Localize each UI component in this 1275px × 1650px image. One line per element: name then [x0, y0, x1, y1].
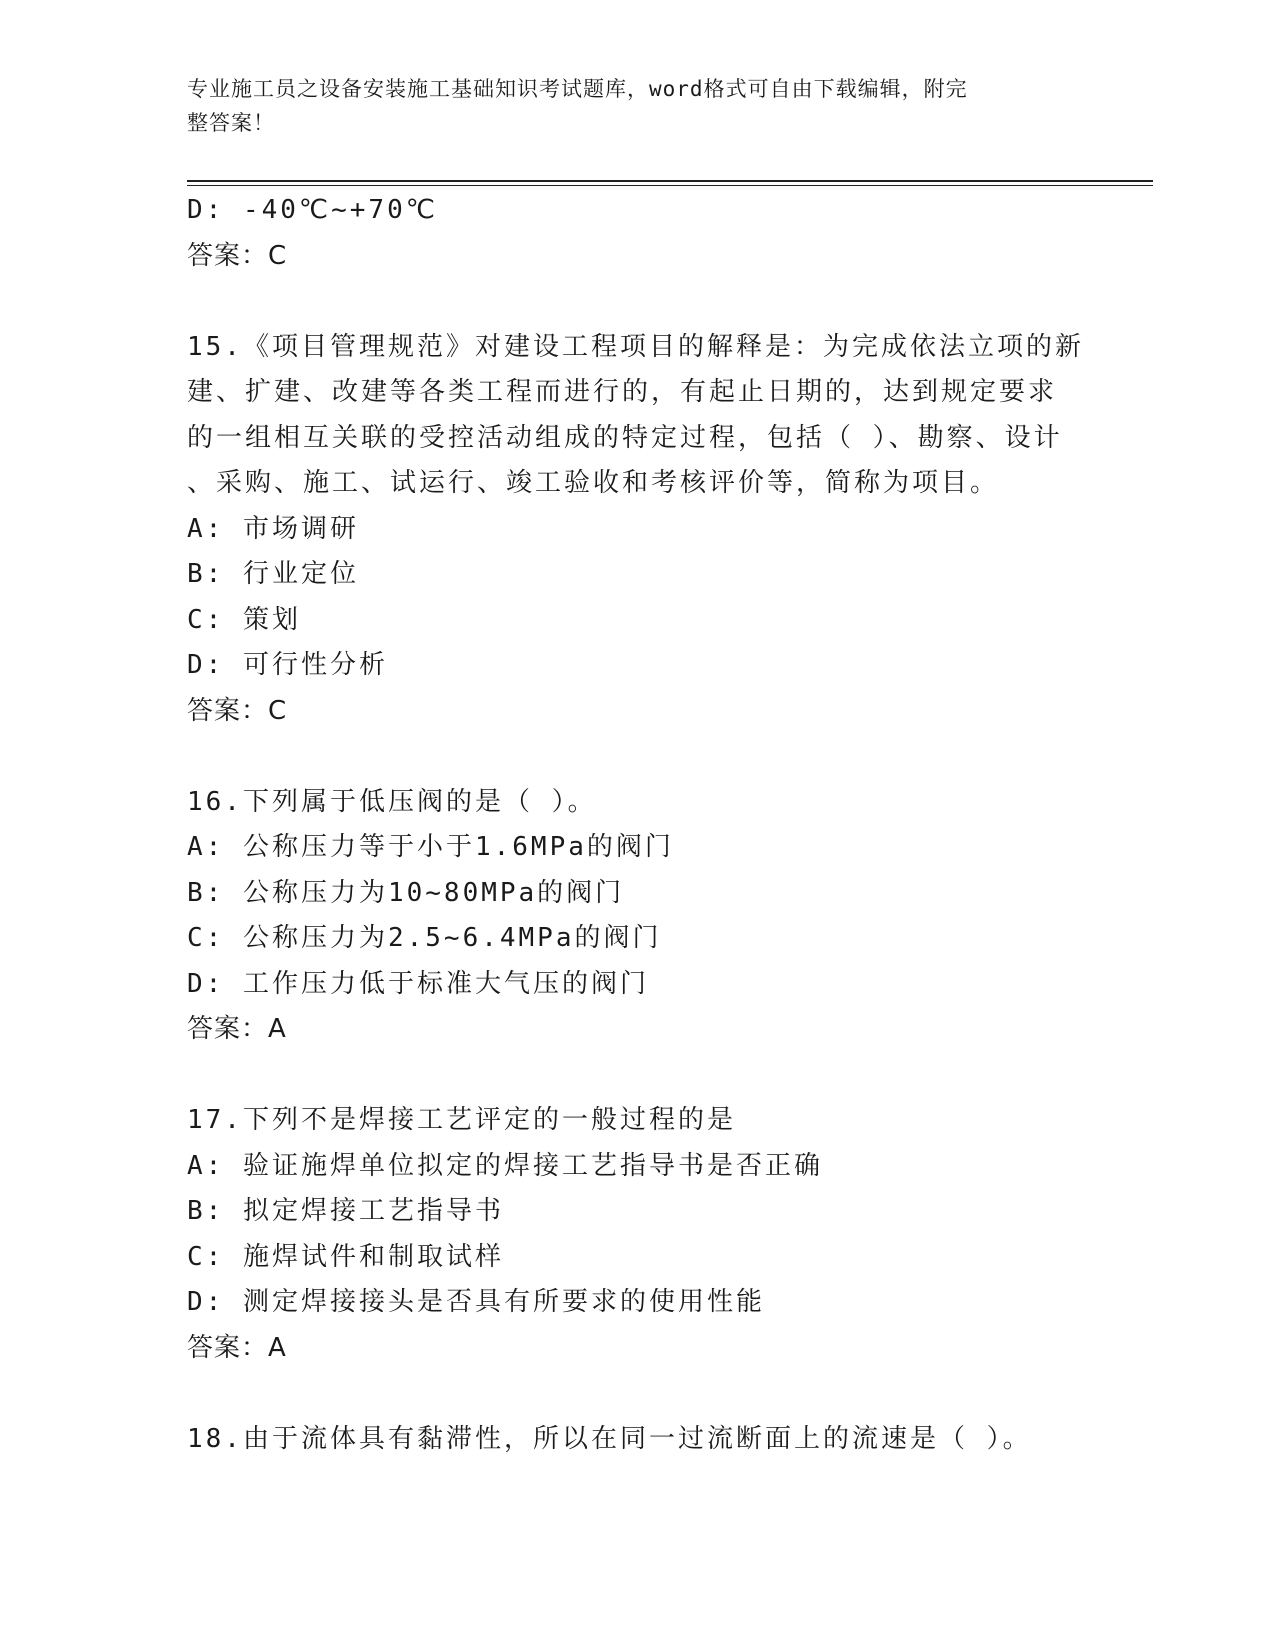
option-a: A: 公称压力等于小于1.6MPa的阀门	[187, 832, 674, 862]
option-d: D: 测定焊接接头是否具有所要求的使用性能	[187, 1287, 765, 1317]
answer: 答案：C	[187, 240, 288, 271]
option-c: C: 施焊试件和制取试样	[187, 1241, 504, 1272]
header-line-1: 专业施工员之设备安装施工基础知识考试题库，word格式可自由下载编辑，附完	[187, 77, 968, 101]
spacer	[187, 734, 1087, 780]
spacer	[187, 1053, 1087, 1099]
question-18	[187, 1417, 1087, 1463]
spacer	[187, 1371, 1087, 1417]
question-17	[187, 1098, 1087, 1371]
option-d: D: 可行性分析	[187, 650, 388, 680]
question-text-line: 16.下列属于低压阀的是（ ）。	[187, 786, 597, 817]
answer: 答案：A	[187, 1014, 287, 1044]
question-15	[187, 325, 1087, 735]
question-text-line: 17.下列不是焊接工艺评定的一般过程的是	[187, 1105, 736, 1135]
option-a: A: 市场调研	[187, 513, 359, 544]
option-c: C: 策划	[187, 604, 301, 635]
question-text-line: 的一组相互关联的受控活动组成的特定过程，包括（ ）、勘察、设计	[187, 422, 1063, 453]
option-d: D: -40℃~+70℃	[187, 195, 438, 225]
option-b: B: 行业定位	[187, 559, 359, 589]
question-text-line: 、采购、施工、试运行、竣工验收和考核评价等，简称为项目。	[187, 468, 1000, 498]
question-text-line: 18.由于流体具有黏滞性，所以在同一过流断面上的流速是（ ）。	[187, 1423, 1032, 1454]
spacer	[187, 279, 1087, 325]
option-b: B: 公称压力为10~80MPa的阀门	[187, 877, 625, 908]
answer: 答案：C	[187, 695, 288, 726]
answer: 答案：A	[187, 1332, 287, 1363]
header-line-2: 整答案！	[187, 111, 275, 135]
question-text-line: 建、扩建、改建等各类工程而进行的，有起止日期的，达到规定要求	[187, 377, 1058, 407]
option-c: C: 公称压力为2.5~6.4MPa的阀门	[187, 923, 662, 953]
question-content	[187, 188, 1087, 1462]
option-a: A: 验证施焊单位拟定的焊接工艺指导书是否正确	[187, 1150, 823, 1181]
document-header	[187, 72, 1067, 140]
option-b: B: 拟定焊接工艺指导书	[187, 1196, 504, 1226]
header-rule-thin	[187, 185, 1153, 186]
question-text-line: 15.《项目管理规范》对建设工程项目的解释是：为完成依法立项的新	[187, 331, 1084, 362]
option-d: D: 工作压力低于标准大气压的阀门	[187, 968, 649, 999]
header-rule-thick	[187, 180, 1153, 182]
question-16	[187, 780, 1087, 1053]
